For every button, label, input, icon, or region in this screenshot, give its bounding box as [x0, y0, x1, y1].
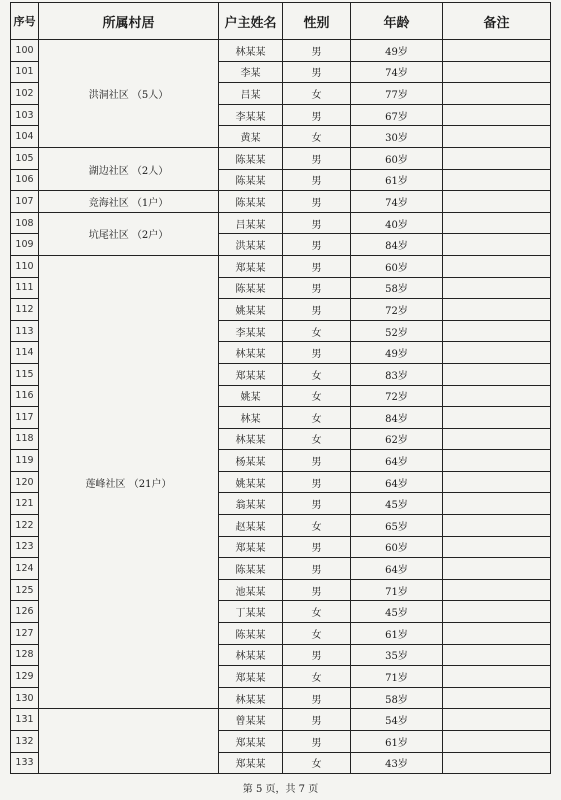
name-cell: 陈某某 [219, 169, 283, 191]
remark-cell [443, 601, 551, 623]
table-row [11, 212, 551, 234]
age-cell: 71岁 [351, 579, 443, 601]
gender-cell: 女 [283, 666, 351, 688]
gender-cell: 男 [283, 299, 351, 321]
seq-cell: 125 [11, 579, 39, 601]
remark-cell [443, 342, 551, 364]
name-cell: 林某某 [219, 40, 283, 62]
name-cell: 郑某某 [219, 752, 283, 774]
gender-cell: 男 [283, 558, 351, 580]
remark-cell [443, 644, 551, 666]
name-cell: 陈某某 [219, 147, 283, 169]
age-cell: 61岁 [351, 623, 443, 645]
gender-cell: 男 [283, 169, 351, 191]
name-cell: 姚某 [219, 385, 283, 407]
name-cell: 黄某 [219, 126, 283, 148]
age-cell: 49岁 [351, 342, 443, 364]
village-cell [39, 709, 219, 774]
age-cell: 61岁 [351, 169, 443, 191]
table-row [11, 255, 551, 277]
remark-cell [443, 407, 551, 429]
gender-cell: 男 [283, 493, 351, 515]
seq-cell: 131 [11, 709, 39, 731]
name-cell: 姚某某 [219, 471, 283, 493]
header-gender: 性别 [283, 3, 351, 40]
gender-cell: 男 [283, 212, 351, 234]
seq-cell: 112 [11, 299, 39, 321]
seq-cell: 107 [11, 191, 39, 213]
seq-cell: 129 [11, 666, 39, 688]
age-cell: 61岁 [351, 731, 443, 753]
village-cell: 坑尾社区 （2户） [39, 212, 219, 255]
header-village: 所属村居 [39, 3, 219, 40]
seq-cell: 106 [11, 169, 39, 191]
seq-cell: 121 [11, 493, 39, 515]
remark-cell [443, 623, 551, 645]
name-cell: 郑某某 [219, 666, 283, 688]
seq-cell: 115 [11, 363, 39, 385]
seq-cell: 120 [11, 471, 39, 493]
village-cell: 竞海社区 （1户） [39, 191, 219, 213]
table-row [11, 40, 551, 62]
remark-cell [443, 450, 551, 472]
remark-cell [443, 666, 551, 688]
gender-cell: 女 [283, 752, 351, 774]
name-cell: 郑某某 [219, 536, 283, 558]
gender-cell: 男 [283, 536, 351, 558]
name-cell: 陈某某 [219, 191, 283, 213]
age-cell: 49岁 [351, 40, 443, 62]
age-cell: 65岁 [351, 515, 443, 537]
seq-cell: 105 [11, 147, 39, 169]
seq-cell: 130 [11, 687, 39, 709]
gender-cell: 男 [283, 579, 351, 601]
name-cell: 曾某某 [219, 709, 283, 731]
name-cell: 吕某 [219, 83, 283, 105]
age-cell: 72岁 [351, 385, 443, 407]
age-cell: 64岁 [351, 558, 443, 580]
remark-cell [443, 191, 551, 213]
remark-cell [443, 83, 551, 105]
remark-cell [443, 299, 551, 321]
remark-cell [443, 579, 551, 601]
seq-cell: 124 [11, 558, 39, 580]
remark-cell [443, 471, 551, 493]
remark-cell [443, 731, 551, 753]
gender-cell: 男 [283, 277, 351, 299]
seq-cell: 110 [11, 255, 39, 277]
gender-cell: 女 [283, 623, 351, 645]
gender-cell: 女 [283, 126, 351, 148]
name-cell: 林某某 [219, 687, 283, 709]
name-cell: 陈某某 [219, 277, 283, 299]
remark-cell [443, 104, 551, 126]
name-cell: 陈某某 [219, 558, 283, 580]
remark-cell [443, 428, 551, 450]
seq-cell: 132 [11, 731, 39, 753]
age-cell: 43岁 [351, 752, 443, 774]
gender-cell: 男 [283, 255, 351, 277]
age-cell: 60岁 [351, 536, 443, 558]
header-remark: 备注 [443, 3, 551, 40]
age-cell: 60岁 [351, 255, 443, 277]
remark-cell [443, 363, 551, 385]
seq-cell: 103 [11, 104, 39, 126]
gender-cell: 男 [283, 644, 351, 666]
name-cell: 赵某某 [219, 515, 283, 537]
name-cell: 林某某 [219, 644, 283, 666]
gender-cell: 女 [283, 515, 351, 537]
age-cell: 54岁 [351, 709, 443, 731]
age-cell: 84岁 [351, 407, 443, 429]
seq-cell: 108 [11, 212, 39, 234]
remark-cell [443, 493, 551, 515]
name-cell: 郑某某 [219, 363, 283, 385]
age-cell: 35岁 [351, 644, 443, 666]
age-cell: 64岁 [351, 450, 443, 472]
age-cell: 71岁 [351, 666, 443, 688]
name-cell: 李某某 [219, 104, 283, 126]
table-row [11, 709, 551, 731]
seq-cell: 133 [11, 752, 39, 774]
remark-cell [443, 515, 551, 537]
gender-cell: 男 [283, 342, 351, 364]
age-cell: 58岁 [351, 687, 443, 709]
table-body [11, 40, 551, 774]
remark-cell [443, 147, 551, 169]
header-age: 年龄 [351, 3, 443, 40]
age-cell: 84岁 [351, 234, 443, 256]
gender-cell: 女 [283, 83, 351, 105]
age-cell: 58岁 [351, 277, 443, 299]
remark-cell [443, 234, 551, 256]
gender-cell: 男 [283, 687, 351, 709]
gender-cell: 女 [283, 407, 351, 429]
gender-cell: 男 [283, 709, 351, 731]
table-row [11, 147, 551, 169]
seq-cell: 111 [11, 277, 39, 299]
remark-cell [443, 320, 551, 342]
seq-cell: 114 [11, 342, 39, 364]
remark-cell [443, 169, 551, 191]
remark-cell [443, 385, 551, 407]
seq-cell: 118 [11, 428, 39, 450]
gender-cell: 男 [283, 234, 351, 256]
table-header-row [11, 3, 551, 40]
gender-cell: 男 [283, 731, 351, 753]
header-seq: 序号 [11, 3, 39, 40]
name-cell: 陈某某 [219, 623, 283, 645]
table-row [11, 191, 551, 213]
seq-cell: 116 [11, 385, 39, 407]
age-cell: 74岁 [351, 191, 443, 213]
name-cell: 姚某某 [219, 299, 283, 321]
seq-cell: 117 [11, 407, 39, 429]
name-cell: 李某 [219, 61, 283, 83]
name-cell: 杨某某 [219, 450, 283, 472]
seq-cell: 101 [11, 61, 39, 83]
seq-cell: 102 [11, 83, 39, 105]
gender-cell: 女 [283, 320, 351, 342]
remark-cell [443, 255, 551, 277]
remark-cell [443, 40, 551, 62]
name-cell: 林某某 [219, 342, 283, 364]
seq-cell: 127 [11, 623, 39, 645]
seq-cell: 128 [11, 644, 39, 666]
age-cell: 45岁 [351, 493, 443, 515]
remark-cell [443, 536, 551, 558]
gender-cell: 男 [283, 191, 351, 213]
age-cell: 30岁 [351, 126, 443, 148]
gender-cell: 女 [283, 385, 351, 407]
name-cell: 池某某 [219, 579, 283, 601]
gender-cell: 男 [283, 471, 351, 493]
age-cell: 45岁 [351, 601, 443, 623]
seq-cell: 109 [11, 234, 39, 256]
name-cell: 林某某 [219, 428, 283, 450]
header-name: 户主姓名 [219, 3, 283, 40]
age-cell: 64岁 [351, 471, 443, 493]
age-cell: 40岁 [351, 212, 443, 234]
remark-cell [443, 709, 551, 731]
gender-cell: 女 [283, 363, 351, 385]
seq-cell: 104 [11, 126, 39, 148]
age-cell: 77岁 [351, 83, 443, 105]
name-cell: 郑某某 [219, 255, 283, 277]
age-cell: 60岁 [351, 147, 443, 169]
name-cell: 郑某某 [219, 731, 283, 753]
gender-cell: 男 [283, 104, 351, 126]
age-cell: 52岁 [351, 320, 443, 342]
village-cell: 莲峰社区 （21户） [39, 255, 219, 708]
remark-cell [443, 687, 551, 709]
age-cell: 72岁 [351, 299, 443, 321]
name-cell: 李某某 [219, 320, 283, 342]
page-footer: 第 5 页，共 7 页 [242, 784, 319, 795]
name-cell: 林某 [219, 407, 283, 429]
gender-cell: 男 [283, 147, 351, 169]
village-cell: 洪洞社区 （5人） [39, 40, 219, 148]
seq-cell: 119 [11, 450, 39, 472]
seq-cell: 122 [11, 515, 39, 537]
remark-cell [443, 126, 551, 148]
name-cell: 翁某某 [219, 493, 283, 515]
gender-cell: 男 [283, 40, 351, 62]
remark-cell [443, 277, 551, 299]
age-cell: 83岁 [351, 363, 443, 385]
name-cell: 吕某某 [219, 212, 283, 234]
seq-cell: 126 [11, 601, 39, 623]
seq-cell: 100 [11, 40, 39, 62]
remark-cell [443, 558, 551, 580]
gender-cell: 女 [283, 428, 351, 450]
age-cell: 62岁 [351, 428, 443, 450]
name-cell: 洪某某 [219, 234, 283, 256]
gender-cell: 男 [283, 61, 351, 83]
seq-cell: 113 [11, 320, 39, 342]
remark-cell [443, 752, 551, 774]
age-cell: 67岁 [351, 104, 443, 126]
age-cell: 74岁 [351, 61, 443, 83]
village-cell: 湖边社区 （2人） [39, 147, 219, 190]
remark-cell [443, 61, 551, 83]
remark-cell [443, 212, 551, 234]
name-cell: 丁某某 [219, 601, 283, 623]
household-table [10, 2, 551, 774]
gender-cell: 男 [283, 450, 351, 472]
gender-cell: 女 [283, 601, 351, 623]
seq-cell: 123 [11, 536, 39, 558]
